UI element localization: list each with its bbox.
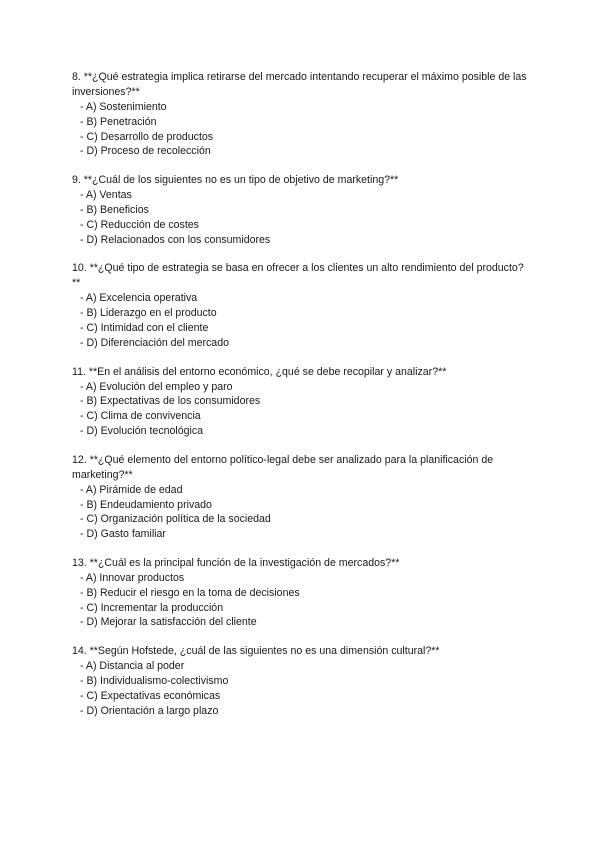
option-b: - B) Penetración xyxy=(72,115,528,130)
question-14 xyxy=(72,644,528,718)
option-d: - D) Relacionados con los consumidores xyxy=(72,233,528,248)
question-body: **¿Qué elemento del entorno político-legal debe ser analizado para la planificación de marketing?** xyxy=(72,453,494,481)
question-number: 10 . xyxy=(72,262,90,274)
option-a: - A) Distancia al poder xyxy=(72,659,528,674)
option-d: - D) Orientación a largo plazo xyxy=(72,704,528,719)
question-number: 14 . xyxy=(72,645,90,657)
option-c: - C) Desarrollo de productos xyxy=(72,130,528,145)
question-10 xyxy=(72,261,528,350)
options-list xyxy=(72,659,528,718)
option-d: - D) Evolución tecnológica xyxy=(72,424,528,439)
question-number: 13 . xyxy=(72,557,90,569)
option-c: - C) Expectativas económicas xyxy=(72,689,528,704)
question-body: **En el análisis del entorno económico, ¿qué se debe recopilar y analizar?** xyxy=(88,365,447,378)
option-b: - B) Liderazgo en el producto xyxy=(72,306,528,321)
option-c: - C) Clima de convivencia xyxy=(72,409,528,424)
question-number: 8 . xyxy=(72,71,84,83)
options-list xyxy=(72,571,528,630)
options-list xyxy=(72,188,528,247)
options-list xyxy=(72,100,528,159)
option-a: - A) Sostenimiento xyxy=(72,100,528,115)
question-text xyxy=(72,70,528,100)
option-b: - B) Reducir el riesgo en la toma de decisiones xyxy=(72,586,528,601)
option-c: - C) Intimidad con el cliente xyxy=(72,321,528,336)
question-text xyxy=(72,365,528,380)
option-a: - A) Ventas xyxy=(72,188,528,203)
question-12 xyxy=(72,453,528,542)
option-d: - D) Gasto familiar xyxy=(72,527,528,542)
options-list xyxy=(72,380,528,439)
question-body: **Según Hofstede, ¿cuál de las siguientes no es una dimensión cultural?** xyxy=(89,645,440,658)
question-13 xyxy=(72,556,528,630)
question-number: 9 . xyxy=(72,174,84,186)
option-c: - C) Organización política de la sociedad xyxy=(72,512,528,527)
option-d: - D) Proceso de recolección xyxy=(72,144,528,159)
option-b: - B) Individualismo-colectivismo xyxy=(72,674,528,689)
option-d: - D) Diferenciación del mercado xyxy=(72,336,528,351)
question-text xyxy=(72,556,528,571)
question-body: **¿Cuál de los siguientes no es un tipo de objetivo de marketing?** xyxy=(83,174,399,187)
question-number: 12 . xyxy=(72,454,90,466)
question-body: **¿Qué tipo de estrategia se basa en ofrecer a los clientes un alto rendimiento del producto?** xyxy=(72,262,524,290)
question-body: **¿Qué estrategia implica retirarse del mercado intentando recuperar el máximo posible de las inversiones?** xyxy=(72,71,527,98)
option-b: - B) Beneficios xyxy=(72,203,528,218)
option-b: - B) Endeudamiento privado xyxy=(72,498,528,513)
option-b: - B) Expectativas de los consumidores xyxy=(72,394,528,409)
question-number: 11 . xyxy=(72,366,89,378)
question-text xyxy=(72,261,528,291)
option-a: - A) Excelencia operativa xyxy=(72,291,528,306)
option-a: - A) Pirámide de edad xyxy=(72,483,528,498)
option-d: - D) Mejorar la satisfacción del cliente xyxy=(72,615,528,630)
option-c: - C) Reducción de costes xyxy=(72,218,528,233)
option-c: - C) Incrementar la producción xyxy=(72,601,528,616)
document-page xyxy=(72,70,528,732)
options-list xyxy=(72,483,528,542)
question-text xyxy=(72,644,528,659)
question-body: **¿Cuál es la principal función de la investigación de mercados?** xyxy=(89,556,400,569)
option-a: - A) Evolución del empleo y paro xyxy=(72,380,528,395)
option-a: - A) Innovar productos xyxy=(72,571,528,586)
question-9 xyxy=(72,173,528,247)
question-8 xyxy=(72,70,528,159)
question-text xyxy=(72,173,528,188)
question-11 xyxy=(72,365,528,439)
options-list xyxy=(72,291,528,350)
question-text xyxy=(72,453,528,483)
